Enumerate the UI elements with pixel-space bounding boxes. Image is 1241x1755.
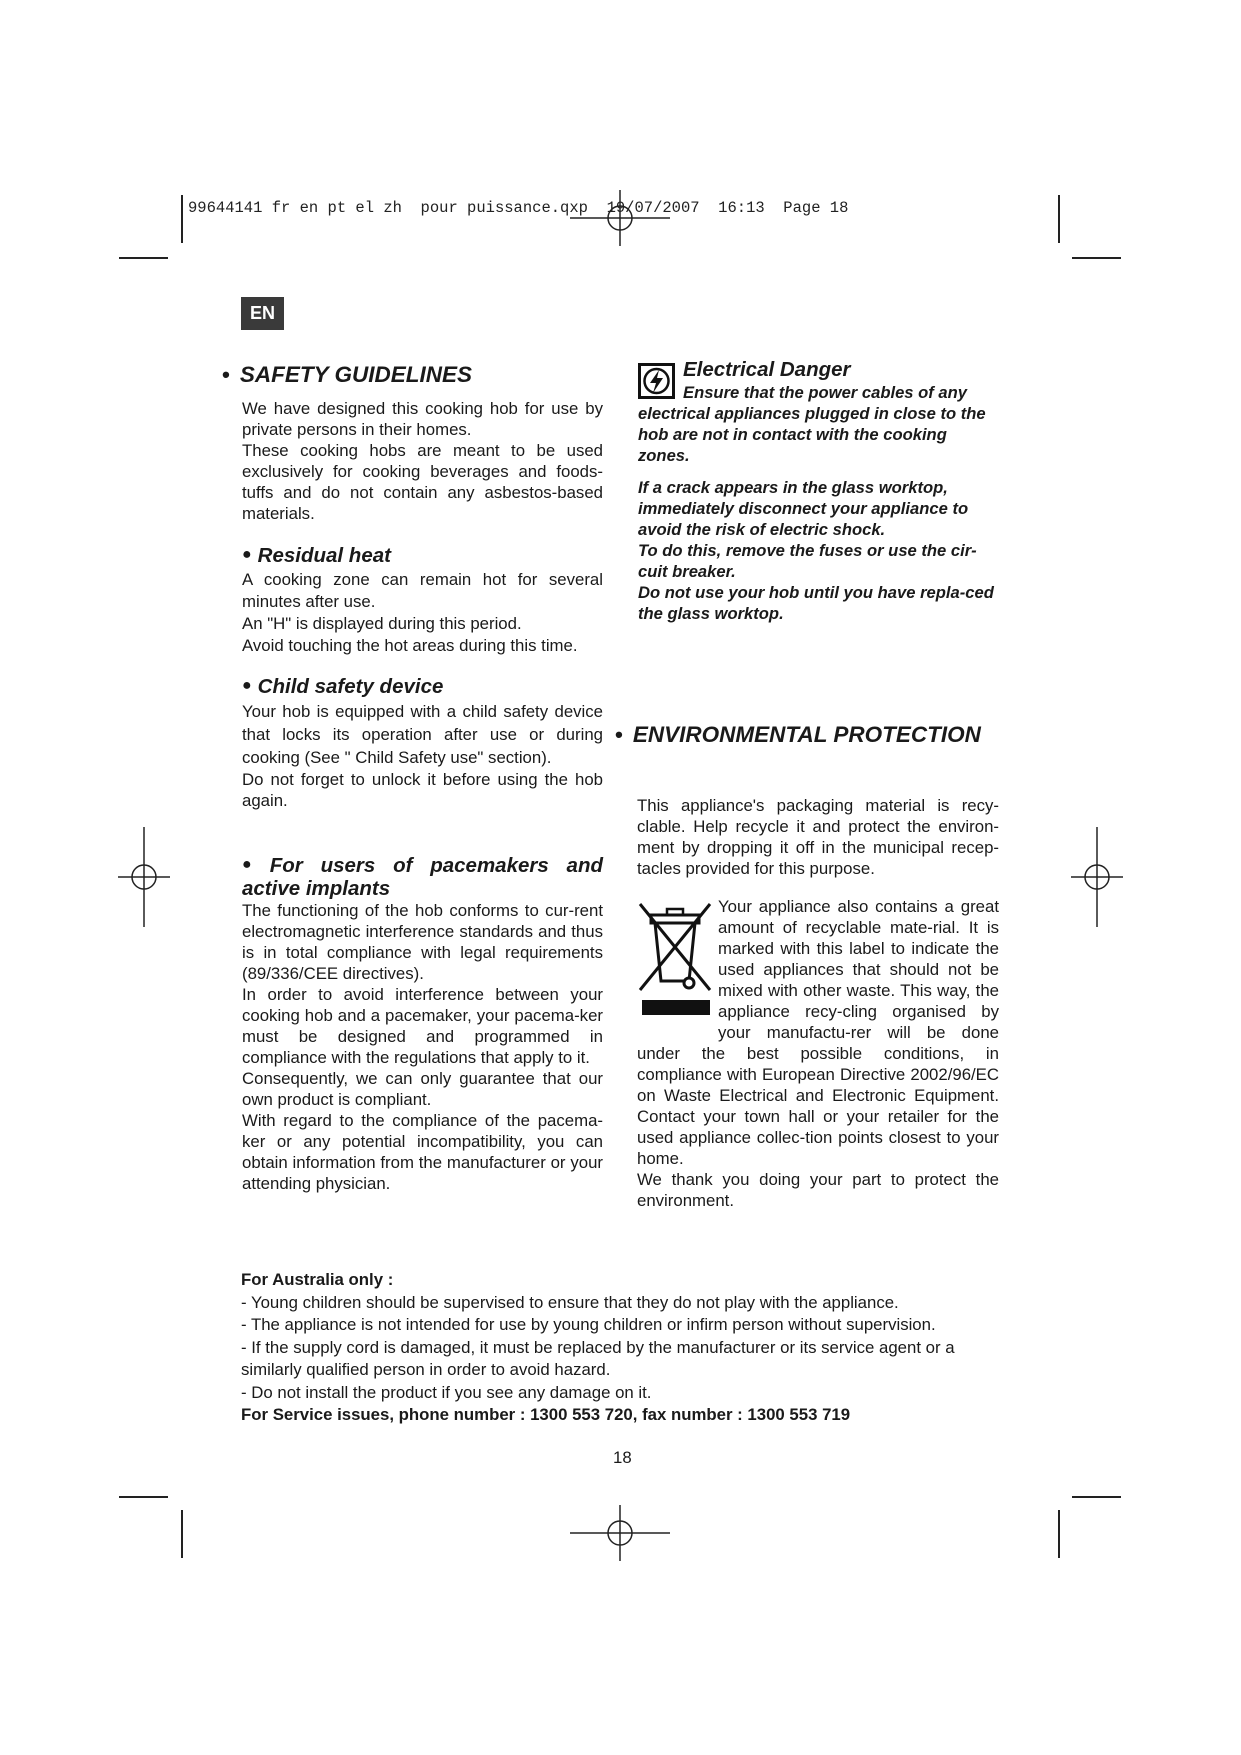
safety-paragraph: We have designed this cooking hob for use by private persons in their homes.	[242, 399, 603, 439]
residual-paragraph: Avoid touching the hot areas during this time.	[242, 636, 578, 655]
electrical-section	[638, 382, 1000, 624]
crop-mark	[181, 1510, 183, 1558]
crop-mark	[1072, 1496, 1121, 1498]
crop-mark	[119, 257, 168, 259]
crop-mark	[1072, 257, 1121, 259]
safety-paragraph: These cooking hobs are meant to be used exclusively for cooking beverages and foods-tuffs and do not contain any asbestos-based materials.	[242, 441, 603, 523]
residual-heat-title: ● Residual heat	[242, 544, 391, 567]
electrical-paragraph: Do not use your hob until you have repla-ced the glass worktop.	[638, 583, 994, 623]
crop-mark	[1058, 195, 1060, 243]
weee-black-bar	[642, 1000, 710, 1015]
safety-title-row	[222, 362, 622, 388]
electrical-paragraph: To do this, remove the fuses or use the cir-cuit breaker.	[638, 541, 977, 581]
safety-guidelines-title: SAFETY GUIDELINES	[239, 362, 473, 387]
page-number: 18	[613, 1448, 632, 1467]
australia-line: - Young children should be supervised to ensure that they do not play with the appliance.	[241, 1292, 899, 1312]
environmental-protection-title: ENVIRONMENTAL PROTECTION	[632, 722, 981, 747]
child-paragraph: Your hob is equipped with a child safety device that locks its operation after use or during cooking (See " Child Safety use" section).	[242, 702, 603, 767]
pacemaker-paragraph: The functioning of the hob conforms to cur-rent electromagnetic interference standards and thus is in total compliance with legal requirements (89/336/CEE directives).	[242, 901, 603, 983]
pacemaker-paragraph: With regard to the compliance of the pacema-ker or any potential incompatibility, you can obtain information from the manufacturer or your attending physician.	[242, 1111, 603, 1193]
safety-section	[242, 398, 603, 524]
pacemaker-paragraph: In order to avoid interference between your cooking hob and a pacemaker, your pacema-ker must be designed and programmed in compliance with the regulations that apply to it.	[242, 985, 603, 1067]
weee-float	[637, 895, 715, 1030]
registration-mark-left	[118, 827, 170, 927]
environment-title-row	[615, 722, 1035, 748]
bullet-icon: ●	[242, 856, 264, 873]
australia-line: - If the supply cord is damaged, it must be replaced by the manufacturer or its service agent or a similarly qualified person in order to avoid hazard.	[241, 1337, 955, 1379]
crop-mark	[1058, 1510, 1060, 1558]
title-bullet: •	[222, 362, 230, 387]
bullet-icon: ●	[242, 677, 252, 694]
residual-paragraph: An "H" is displayed during this period.	[242, 614, 522, 633]
electrical-danger-title: Electrical Danger	[683, 358, 851, 381]
pacemaker-title: ● For users of pacemakers and active implants	[242, 854, 603, 900]
child-safety-section	[242, 674, 603, 811]
environment-paragraph: We thank you doing your part to protect the environment.	[637, 1170, 999, 1210]
residual-paragraph: A cooking zone can remain hot for several minutes after use.	[242, 570, 603, 611]
bullet-icon: ●	[242, 546, 252, 563]
title-bullet: •	[615, 722, 623, 747]
electrical-paragraph: If a crack appears in the glass worktop, immediately disconnect your appliance to avoid the risk of electric shock.	[638, 478, 969, 539]
crop-mark	[181, 195, 183, 243]
child-safety-title: ● Child safety device	[242, 675, 444, 698]
environment-paragraph: This appliance's packaging material is recy-clable. Help recycle it and protect the environ-ment by dropping it off in the municipal recep-tacles provided for this purpose.	[637, 796, 999, 878]
environment-paragraph: Your appliance also contains a great amount of recyclable mate-rial. It is marked with this label to indicate the used appliances that should not be mixed with other waste. This way, the appliance recy-cling organised by your manufactu-rer will be done under the best possible conditions, in compliance with European Directive 2002/96/EC on Waste Electrical and Electronic Equipment. Contact your town hall or your retailer for the used appliance collec-tion points closest to your home.	[637, 897, 999, 1168]
child-paragraph: Do not forget to unlock it before using the hob again.	[242, 770, 603, 810]
australia-line: - The appliance is not intended for use by young children or infirm person without supervision.	[241, 1315, 936, 1334]
registration-mark-right	[1071, 827, 1123, 927]
language-badge: EN	[241, 297, 284, 330]
crossed-out-wheelie-bin-icon	[637, 899, 713, 995]
pacemaker-section	[242, 853, 603, 1194]
pacemaker-paragraph: Consequently, we can only guarantee that our own product is compliant.	[242, 1069, 603, 1109]
residual-heat-section	[242, 543, 603, 657]
electrical-paragraph: Ensure that the power cables of any electrical appliances plugged in close to the hob are not in contact with the cooking zones.	[638, 383, 986, 465]
crop-mark	[119, 1496, 168, 1498]
print-header: 99644141 fr en pt el zh pour puissance.qxp 19/07/2007 16:13 Page 18	[188, 199, 849, 217]
service-contact: For Service issues, phone number : 1300 553 720, fax number : 1300 553 719	[241, 1405, 851, 1424]
australia-title: For Australia only :	[241, 1270, 394, 1289]
registration-mark-bottom	[570, 1505, 670, 1561]
australia-line: - Do not install the product if you see any damage on it.	[241, 1382, 652, 1402]
australia-notes	[241, 1269, 1011, 1427]
environment-section	[637, 795, 999, 1211]
